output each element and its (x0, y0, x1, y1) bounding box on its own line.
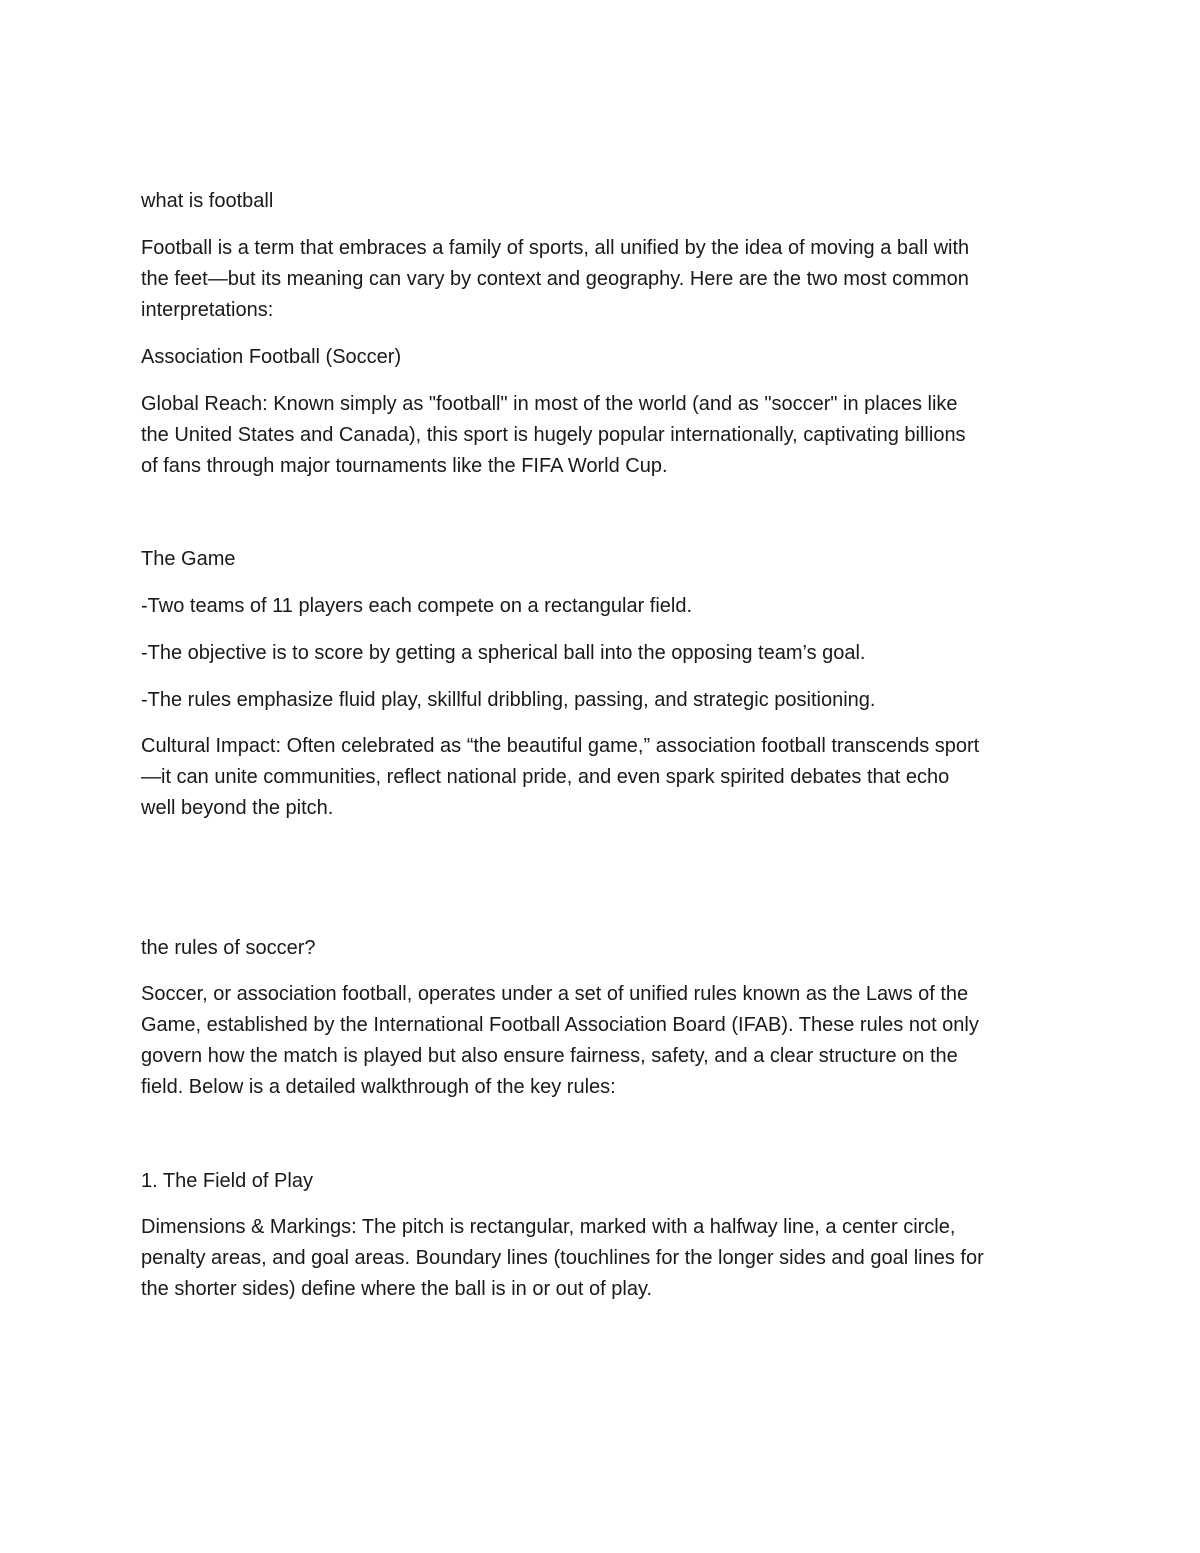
intro-paragraph-line: the feet—but its meaning can vary by context and geography. Here are the two most common (141, 268, 969, 290)
cultural-impact-line: well beyond the pitch. (141, 797, 334, 819)
field-of-play-line: penalty areas, and goal areas. Boundary lines (touchlines for the longer sides and goal lines for (141, 1247, 984, 1269)
subheading-association-football: Association Football (Soccer) (141, 346, 402, 368)
subheading-field-of-play: 1. The Field of Play (141, 1170, 313, 1192)
rules-intro-line: govern how the match is played but also ensure fairness, safety, and a clear structure on the (141, 1045, 958, 1067)
cultural-impact-line: Cultural Impact: Often celebrated as “the beautiful game,” association football transcends sport (141, 735, 980, 757)
global-reach-line: of fans through major tournaments like the FIFA World Cup. (141, 455, 668, 477)
heading-rules-of-soccer: the rules of soccer? (141, 937, 316, 959)
intro-paragraph-line: Football is a term that embraces a family of sports, all unified by the idea of moving a ball with (141, 237, 970, 259)
field-of-play-line: the shorter sides) define where the ball is in or out of play. (141, 1278, 653, 1300)
intro-paragraph-line: interpretations: (141, 299, 274, 321)
global-reach-line: the United States and Canada), this sport is hugely popular internationally, captivating billions (141, 424, 966, 446)
game-list-item: -The rules emphasize fluid play, skillful dribbling, passing, and strategic positioning. (141, 689, 876, 711)
subheading-the-game: The Game (141, 548, 236, 570)
global-reach-line: Global Reach: Known simply as "football" in most of the world (and as "soccer" in places like (141, 393, 958, 415)
game-list-item: -The objective is to score by getting a spherical ball into the opposing team’s goal. (141, 642, 866, 664)
rules-intro-line: Game, established by the International Football Association Board (IFAB). These rules not only (141, 1014, 979, 1036)
game-list-item: -Two teams of 11 players each compete on a rectangular field. (141, 595, 693, 617)
field-of-play-line: Dimensions & Markings: The pitch is rectangular, marked with a halfway line, a center circle, (141, 1216, 956, 1238)
cultural-impact-line: —it can unite communities, reflect national pride, and even spark spirited debates that echo (141, 766, 950, 788)
heading-what-is-football: what is football (141, 190, 274, 212)
rules-intro-line: Soccer, or association football, operates under a set of unified rules known as the Laws of the (141, 983, 969, 1005)
rules-intro-line: field. Below is a detailed walkthrough of the key rules: (141, 1076, 616, 1098)
